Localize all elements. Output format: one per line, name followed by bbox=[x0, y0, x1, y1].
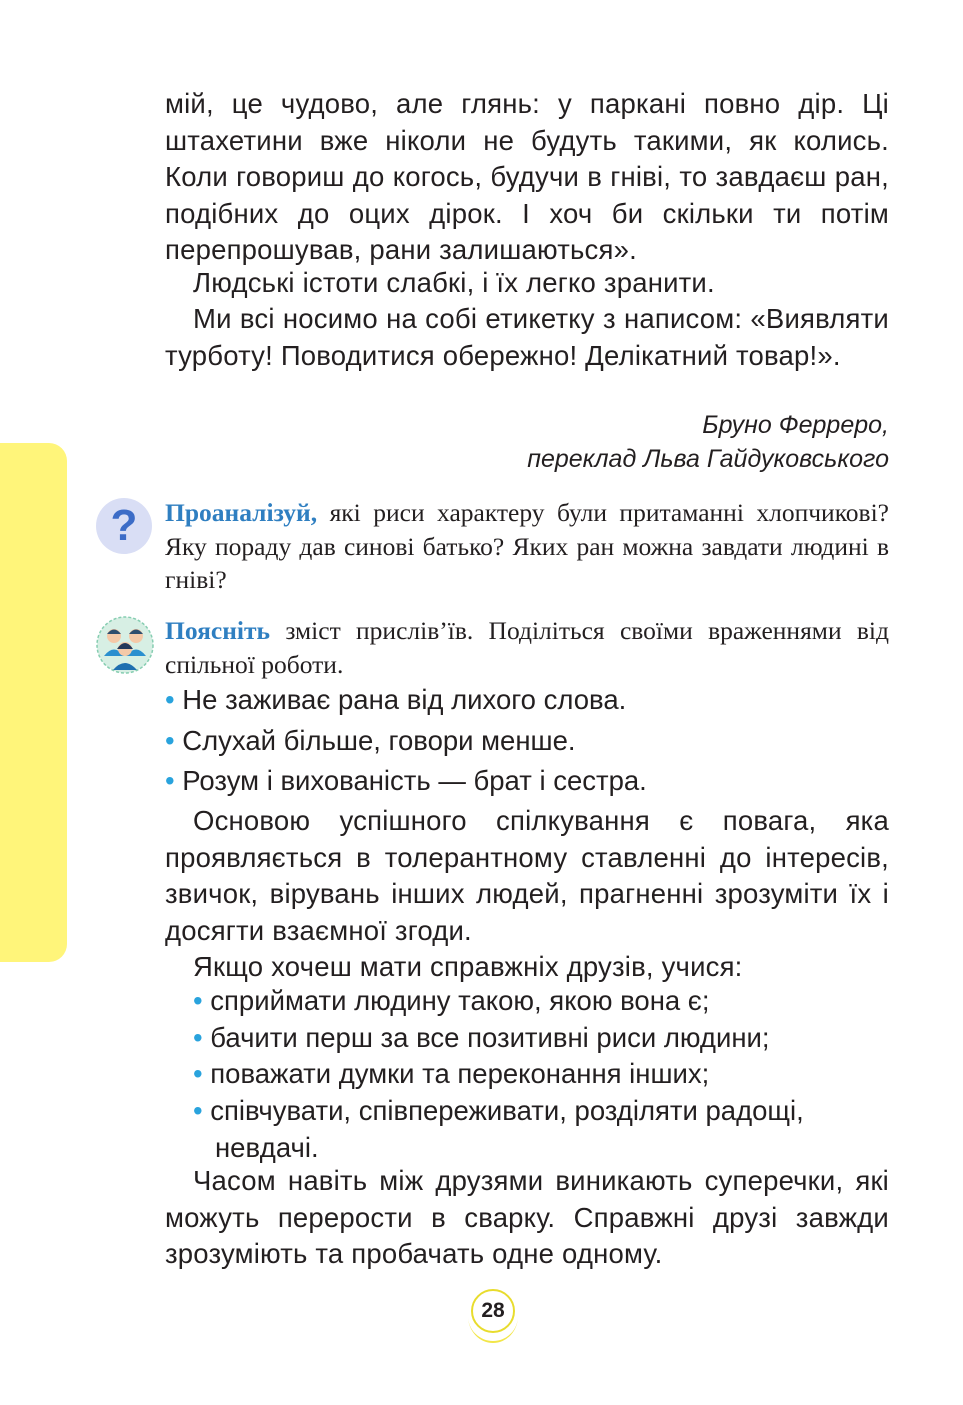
advice-item: • поважати думки та переконання інших; bbox=[193, 1058, 710, 1089]
paragraph-respect: Основою успішного спілкування є повага, яка проявляється в толерантному ставленні до інтересів, звичок, вірувань інших людей, прагненні зрозуміти їх і досягти взаємної згоди. bbox=[165, 805, 889, 946]
task-analyze bbox=[165, 496, 889, 597]
page-number: 28 bbox=[481, 1299, 505, 1322]
bullet-icon: • bbox=[165, 765, 175, 796]
author-attribution bbox=[527, 408, 889, 476]
task-explain-text: зміст прислів’їв. Поділіться своїми враженнями від спільної роботи. bbox=[165, 616, 889, 679]
bullet-icon: • bbox=[193, 985, 203, 1016]
proverb-item: • Не заживає рана від лихого слова. bbox=[165, 684, 627, 715]
task-analyze-text: які риси характеру були притаманні хлопчикові? Яку пораду дав синові батько? Яких ран можна завдати людині в гніві? bbox=[165, 498, 889, 594]
paragraph-weak: Людські істоти слабкі, і їх легко зранити. bbox=[193, 267, 715, 298]
task-analyze-keyword: Проаналізуй, bbox=[165, 498, 318, 527]
task-explain bbox=[165, 614, 889, 681]
task-explain-keyword: Поясніть bbox=[165, 616, 271, 645]
bullet-icon: • bbox=[165, 725, 175, 756]
story-ending: мій, це чудово, але глянь: у паркані повно дір. Ці штахетини вже ніколи не будуть такими, як колись. Коли говориш до когось, будучи в гніві, то завдаєш ран, подібних до оцих дірок. І хоч би скільки ти потім перепрошував, рани залишаються». bbox=[165, 88, 889, 265]
bullet-icon: • bbox=[193, 1095, 203, 1126]
bullet-icon: • bbox=[193, 1058, 203, 1089]
author-name: Бруно Ферреро, bbox=[702, 411, 889, 439]
proverb-item: • Розум і вихованість — брат і сестра. bbox=[165, 765, 647, 796]
proverb-item: • Слухай більше, говори менше. bbox=[165, 725, 576, 756]
question-icon: ? bbox=[96, 498, 152, 554]
advice-item: • бачити перш за все позитивні риси людини; bbox=[193, 1022, 770, 1053]
advice-item: • сприймати людину такою, якою вона є; bbox=[193, 985, 710, 1016]
advice-item: • співчувати, співпереживати, розділяти радощі, невдачі. bbox=[193, 1095, 804, 1163]
translator-name: переклад Льва Гайдуковського bbox=[527, 445, 889, 473]
group-work-icon bbox=[96, 616, 154, 674]
bullet-icon: • bbox=[193, 1022, 203, 1053]
friends-intro: Якщо хочеш мати справжніх друзів, учися: bbox=[193, 951, 743, 982]
paragraph-label: Ми всі носимо на собі етикетку з написом: «Виявляти турботу! Поводитися обережно! Делікатний товар!». bbox=[165, 303, 889, 371]
bullet-icon: • bbox=[165, 684, 175, 715]
paragraph-quarrel: Часом навіть між друзями виникають суперечки, які можуть перерости в сварку. Справжні друзі завжди зрозуміють та пробачать одне одному. bbox=[165, 1165, 889, 1269]
margin-tab bbox=[0, 443, 67, 962]
